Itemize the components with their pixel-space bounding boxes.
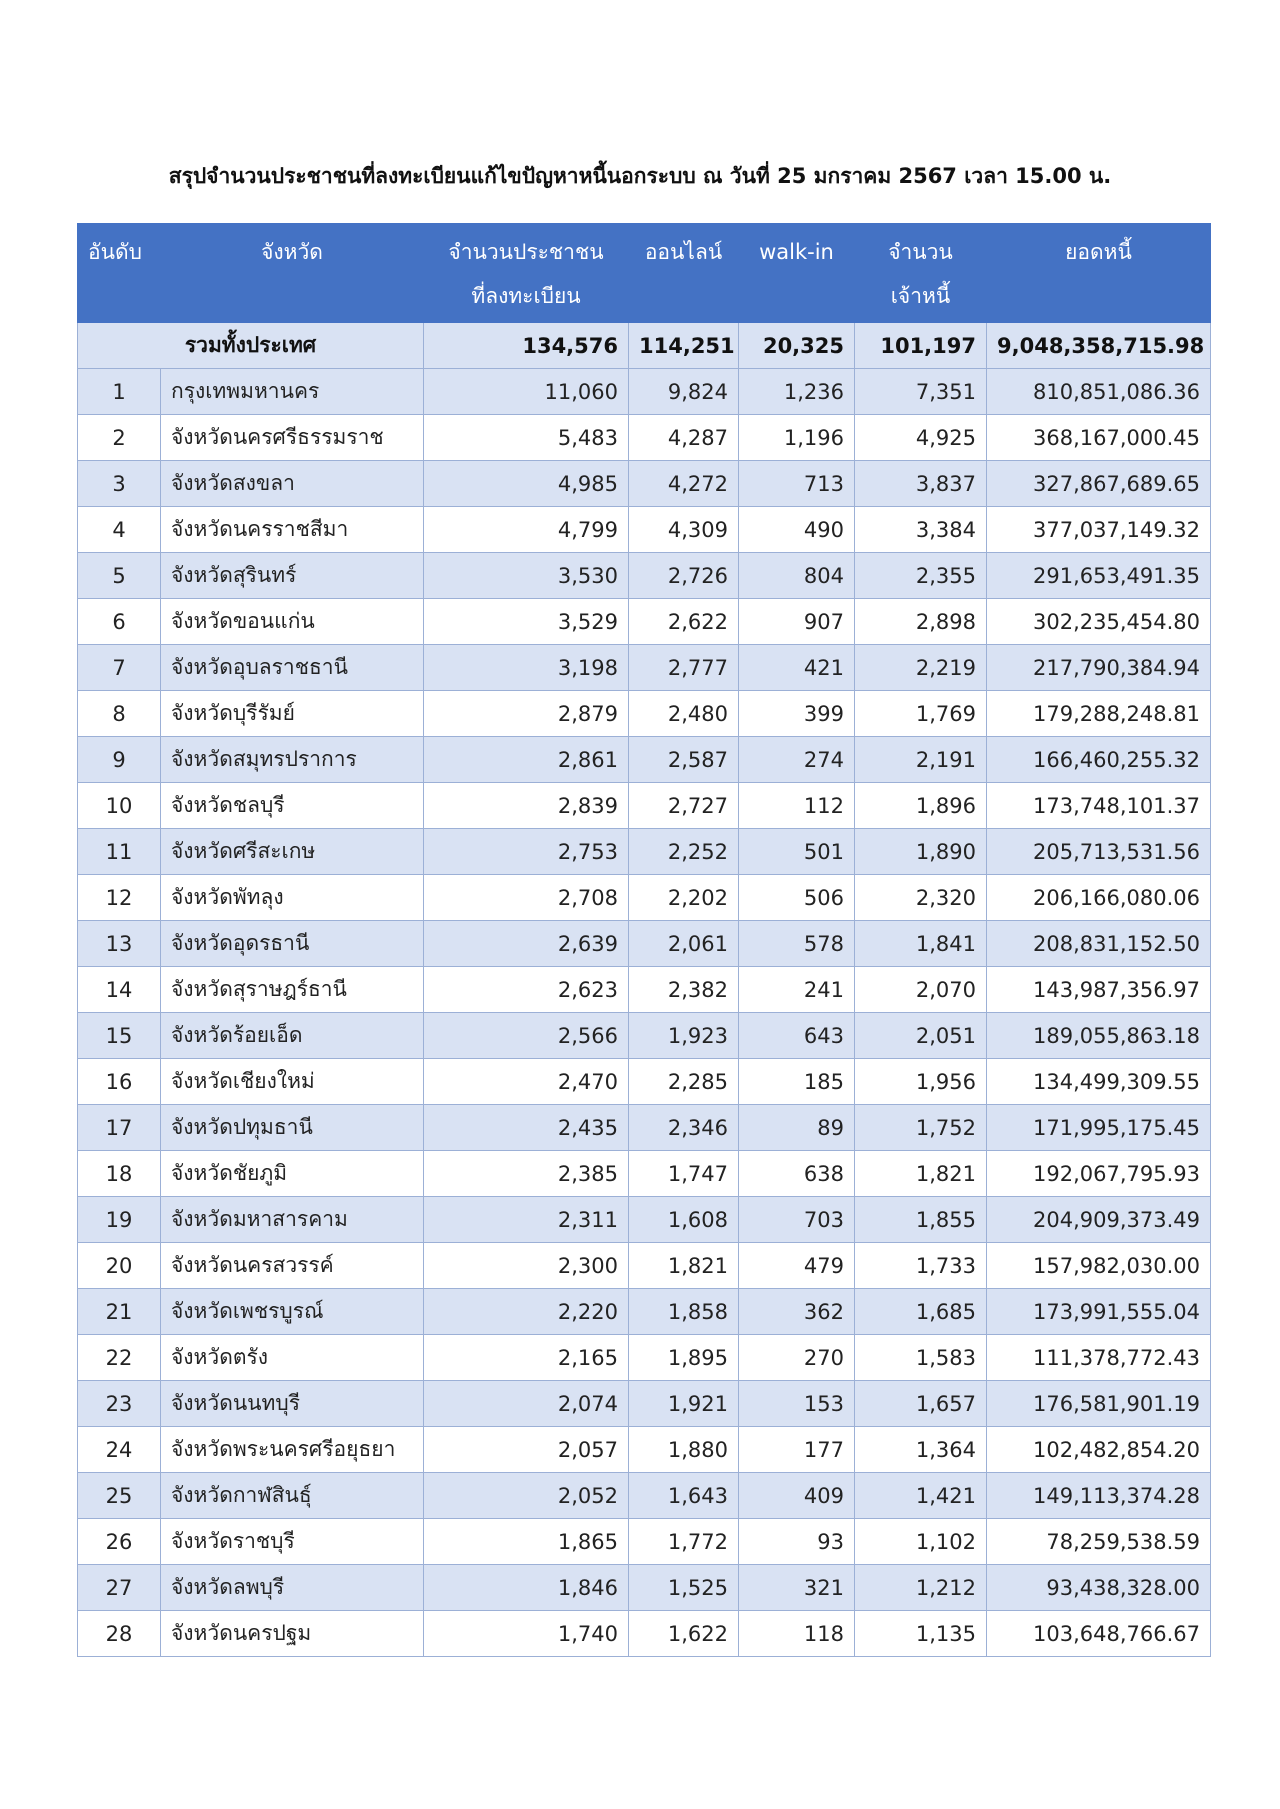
cell-walkin: 270 bbox=[739, 1335, 855, 1381]
table-header bbox=[78, 224, 1211, 323]
cell-walkin: 241 bbox=[739, 967, 855, 1013]
cell-registered: 2,220 bbox=[424, 1289, 629, 1335]
cell-walkin: 274 bbox=[739, 737, 855, 783]
table-row bbox=[78, 1565, 1211, 1611]
cell-province: จังหวัดสมุทรปราการ bbox=[161, 737, 424, 783]
cell-debt: 377,037,149.32 bbox=[987, 507, 1211, 553]
cell-creditors: 1,769 bbox=[855, 691, 987, 737]
table-row bbox=[78, 1243, 1211, 1289]
cell-province: จังหวัดเชียงใหม่ bbox=[161, 1059, 424, 1105]
total-debt: 9,048,358,715.98 bbox=[987, 323, 1211, 369]
header-debt: ยอดหนี้ bbox=[987, 224, 1211, 323]
cell-rank: 24 bbox=[78, 1427, 161, 1473]
cell-walkin: 362 bbox=[739, 1289, 855, 1335]
cell-online: 1,608 bbox=[629, 1197, 739, 1243]
table-row bbox=[78, 461, 1211, 507]
cell-walkin: 907 bbox=[739, 599, 855, 645]
cell-registered: 4,985 bbox=[424, 461, 629, 507]
cell-debt: 102,482,854.20 bbox=[987, 1427, 1211, 1473]
cell-creditors: 1,657 bbox=[855, 1381, 987, 1427]
cell-online: 2,587 bbox=[629, 737, 739, 783]
cell-online: 2,285 bbox=[629, 1059, 739, 1105]
header-online: ออนไลน์ bbox=[629, 224, 739, 323]
cell-online: 2,061 bbox=[629, 921, 739, 967]
cell-debt: 327,867,689.65 bbox=[987, 461, 1211, 507]
cell-online: 2,346 bbox=[629, 1105, 739, 1151]
cell-debt: 192,067,795.93 bbox=[987, 1151, 1211, 1197]
cell-rank: 13 bbox=[78, 921, 161, 967]
cell-province: จังหวัดพระนครศรีอยุธยา bbox=[161, 1427, 424, 1473]
cell-debt: 302,235,454.80 bbox=[987, 599, 1211, 645]
cell-debt: 111,378,772.43 bbox=[987, 1335, 1211, 1381]
cell-creditors: 2,051 bbox=[855, 1013, 987, 1059]
cell-debt: 166,460,255.32 bbox=[987, 737, 1211, 783]
cell-debt: 173,991,555.04 bbox=[987, 1289, 1211, 1335]
header-province: จังหวัด bbox=[161, 224, 424, 323]
cell-online: 1,923 bbox=[629, 1013, 739, 1059]
cell-debt: 208,831,152.50 bbox=[987, 921, 1211, 967]
cell-creditors: 3,837 bbox=[855, 461, 987, 507]
cell-walkin: 93 bbox=[739, 1519, 855, 1565]
cell-creditors: 1,821 bbox=[855, 1151, 987, 1197]
cell-registered: 2,435 bbox=[424, 1105, 629, 1151]
cell-province: จังหวัดมหาสารคาม bbox=[161, 1197, 424, 1243]
cell-province: จังหวัดลพบุรี bbox=[161, 1565, 424, 1611]
cell-walkin: 713 bbox=[739, 461, 855, 507]
table-row bbox=[78, 737, 1211, 783]
total-walkin: 20,325 bbox=[739, 323, 855, 369]
cell-creditors: 1,896 bbox=[855, 783, 987, 829]
cell-online: 1,772 bbox=[629, 1519, 739, 1565]
table-row bbox=[78, 599, 1211, 645]
cell-province: จังหวัดสุราษฎร์ธานี bbox=[161, 967, 424, 1013]
cell-online: 2,727 bbox=[629, 783, 739, 829]
table-row bbox=[78, 1197, 1211, 1243]
cell-walkin: 1,196 bbox=[739, 415, 855, 461]
cell-province: จังหวัดนครราชสีมา bbox=[161, 507, 424, 553]
cell-province: จังหวัดอุดรธานี bbox=[161, 921, 424, 967]
cell-online: 4,272 bbox=[629, 461, 739, 507]
cell-creditors: 2,320 bbox=[855, 875, 987, 921]
cell-registered: 3,198 bbox=[424, 645, 629, 691]
cell-rank: 25 bbox=[78, 1473, 161, 1519]
header-registered: จำนวนประชาชน ที่ลงทะเบียน bbox=[424, 224, 629, 323]
cell-province: จังหวัดตรัง bbox=[161, 1335, 424, 1381]
cell-registered: 3,530 bbox=[424, 553, 629, 599]
cell-online: 2,382 bbox=[629, 967, 739, 1013]
table-row bbox=[78, 645, 1211, 691]
cell-debt: 179,288,248.81 bbox=[987, 691, 1211, 737]
cell-walkin: 177 bbox=[739, 1427, 855, 1473]
cell-creditors: 1,685 bbox=[855, 1289, 987, 1335]
cell-rank: 16 bbox=[78, 1059, 161, 1105]
cell-debt: 78,259,538.59 bbox=[987, 1519, 1211, 1565]
cell-debt: 810,851,086.36 bbox=[987, 369, 1211, 415]
cell-online: 2,252 bbox=[629, 829, 739, 875]
cell-registered: 2,165 bbox=[424, 1335, 629, 1381]
cell-creditors: 1,102 bbox=[855, 1519, 987, 1565]
cell-rank: 2 bbox=[78, 415, 161, 461]
cell-registered: 2,879 bbox=[424, 691, 629, 737]
cell-registered: 2,753 bbox=[424, 829, 629, 875]
cell-walkin: 185 bbox=[739, 1059, 855, 1105]
cell-debt: 204,909,373.49 bbox=[987, 1197, 1211, 1243]
cell-debt: 217,790,384.94 bbox=[987, 645, 1211, 691]
total-creditors: 101,197 bbox=[855, 323, 987, 369]
cell-rank: 22 bbox=[78, 1335, 161, 1381]
cell-online: 1,622 bbox=[629, 1611, 739, 1657]
cell-registered: 2,470 bbox=[424, 1059, 629, 1105]
cell-walkin: 409 bbox=[739, 1473, 855, 1519]
cell-debt: 173,748,101.37 bbox=[987, 783, 1211, 829]
cell-rank: 6 bbox=[78, 599, 161, 645]
cell-debt: 157,982,030.00 bbox=[987, 1243, 1211, 1289]
cell-online: 9,824 bbox=[629, 369, 739, 415]
cell-debt: 189,055,863.18 bbox=[987, 1013, 1211, 1059]
cell-rank: 12 bbox=[78, 875, 161, 921]
cell-debt: 149,113,374.28 bbox=[987, 1473, 1211, 1519]
cell-registered: 2,566 bbox=[424, 1013, 629, 1059]
cell-registered: 2,057 bbox=[424, 1427, 629, 1473]
cell-creditors: 2,070 bbox=[855, 967, 987, 1013]
cell-walkin: 638 bbox=[739, 1151, 855, 1197]
header-creditors: จำนวน เจ้าหนี้ bbox=[855, 224, 987, 323]
table-row bbox=[78, 553, 1211, 599]
cell-walkin: 118 bbox=[739, 1611, 855, 1657]
cell-online: 4,287 bbox=[629, 415, 739, 461]
cell-registered: 2,074 bbox=[424, 1381, 629, 1427]
cell-registered: 2,861 bbox=[424, 737, 629, 783]
cell-creditors: 1,841 bbox=[855, 921, 987, 967]
table-row bbox=[78, 1381, 1211, 1427]
header-walkin: walk-in bbox=[739, 224, 855, 323]
table-row bbox=[78, 1013, 1211, 1059]
cell-rank: 10 bbox=[78, 783, 161, 829]
total-row bbox=[78, 323, 1211, 369]
cell-online: 2,480 bbox=[629, 691, 739, 737]
cell-province: จังหวัดนนทบุรี bbox=[161, 1381, 424, 1427]
cell-province: จังหวัดสุรินทร์ bbox=[161, 553, 424, 599]
cell-province: จังหวัดชลบุรี bbox=[161, 783, 424, 829]
cell-walkin: 490 bbox=[739, 507, 855, 553]
cell-walkin: 703 bbox=[739, 1197, 855, 1243]
cell-walkin: 421 bbox=[739, 645, 855, 691]
cell-online: 1,880 bbox=[629, 1427, 739, 1473]
table-row bbox=[78, 1289, 1211, 1335]
cell-rank: 5 bbox=[78, 553, 161, 599]
table-row bbox=[78, 829, 1211, 875]
cell-online: 1,525 bbox=[629, 1565, 739, 1611]
cell-walkin: 112 bbox=[739, 783, 855, 829]
cell-rank: 18 bbox=[78, 1151, 161, 1197]
cell-creditors: 1,212 bbox=[855, 1565, 987, 1611]
cell-registered: 2,300 bbox=[424, 1243, 629, 1289]
total-online: 114,251 bbox=[629, 323, 739, 369]
table-row bbox=[78, 1059, 1211, 1105]
table-row bbox=[78, 691, 1211, 737]
total-label: รวมทั้งประเทศ bbox=[78, 323, 424, 369]
cell-creditors: 1,583 bbox=[855, 1335, 987, 1381]
cell-debt: 206,166,080.06 bbox=[987, 875, 1211, 921]
cell-debt: 176,581,901.19 bbox=[987, 1381, 1211, 1427]
total-registered: 134,576 bbox=[424, 323, 629, 369]
cell-province: จังหวัดพัทลุง bbox=[161, 875, 424, 921]
cell-creditors: 2,355 bbox=[855, 553, 987, 599]
cell-province: จังหวัดศรีสะเกษ bbox=[161, 829, 424, 875]
cell-province: จังหวัดขอนแก่น bbox=[161, 599, 424, 645]
table-row bbox=[78, 1611, 1211, 1657]
cell-registered: 2,623 bbox=[424, 967, 629, 1013]
cell-province: จังหวัดอุบลราชธานี bbox=[161, 645, 424, 691]
table-row bbox=[78, 875, 1211, 921]
cell-walkin: 479 bbox=[739, 1243, 855, 1289]
cell-creditors: 3,384 bbox=[855, 507, 987, 553]
cell-registered: 2,708 bbox=[424, 875, 629, 921]
cell-registered: 11,060 bbox=[424, 369, 629, 415]
cell-province: จังหวัดบุรีรัมย์ bbox=[161, 691, 424, 737]
cell-online: 1,858 bbox=[629, 1289, 739, 1335]
cell-rank: 1 bbox=[78, 369, 161, 415]
cell-rank: 23 bbox=[78, 1381, 161, 1427]
table-row bbox=[78, 1427, 1211, 1473]
table-row bbox=[78, 783, 1211, 829]
cell-rank: 27 bbox=[78, 1565, 161, 1611]
cell-walkin: 321 bbox=[739, 1565, 855, 1611]
table-row bbox=[78, 1473, 1211, 1519]
cell-creditors: 2,898 bbox=[855, 599, 987, 645]
cell-creditors: 1,364 bbox=[855, 1427, 987, 1473]
cell-creditors: 1,752 bbox=[855, 1105, 987, 1151]
cell-online: 2,777 bbox=[629, 645, 739, 691]
cell-registered: 2,311 bbox=[424, 1197, 629, 1243]
cell-walkin: 153 bbox=[739, 1381, 855, 1427]
table-row bbox=[78, 921, 1211, 967]
cell-rank: 4 bbox=[78, 507, 161, 553]
cell-rank: 14 bbox=[78, 967, 161, 1013]
cell-online: 4,309 bbox=[629, 507, 739, 553]
cell-rank: 8 bbox=[78, 691, 161, 737]
cell-debt: 368,167,000.45 bbox=[987, 415, 1211, 461]
table-row bbox=[78, 1151, 1211, 1197]
page-title: สรุปจำนวนประชาชนที่ลงทะเบียนแก้ไขปัญหาหนี้นอกระบบ ณ วันที่ 25 มกราคม 2567 เวลา 15.00 น. bbox=[168, 164, 1112, 188]
cell-walkin: 643 bbox=[739, 1013, 855, 1059]
table-row bbox=[78, 369, 1211, 415]
cell-province: จังหวัดราชบุรี bbox=[161, 1519, 424, 1565]
cell-province: จังหวัดปทุมธานี bbox=[161, 1105, 424, 1151]
cell-province: จังหวัดเพชรบูรณ์ bbox=[161, 1289, 424, 1335]
cell-province: จังหวัดนครปฐม bbox=[161, 1611, 424, 1657]
cell-online: 2,202 bbox=[629, 875, 739, 921]
cell-registered: 1,865 bbox=[424, 1519, 629, 1565]
cell-registered: 2,639 bbox=[424, 921, 629, 967]
cell-online: 1,921 bbox=[629, 1381, 739, 1427]
cell-walkin: 1,236 bbox=[739, 369, 855, 415]
table-row bbox=[78, 1519, 1211, 1565]
cell-walkin: 804 bbox=[739, 553, 855, 599]
cell-province: จังหวัดร้อยเอ็ด bbox=[161, 1013, 424, 1059]
cell-rank: 17 bbox=[78, 1105, 161, 1151]
cell-debt: 143,987,356.97 bbox=[987, 967, 1211, 1013]
cell-province: จังหวัดนครสวรรค์ bbox=[161, 1243, 424, 1289]
table-row bbox=[78, 1105, 1211, 1151]
cell-online: 2,622 bbox=[629, 599, 739, 645]
cell-registered: 5,483 bbox=[424, 415, 629, 461]
cell-creditors: 2,219 bbox=[855, 645, 987, 691]
cell-online: 1,747 bbox=[629, 1151, 739, 1197]
cell-rank: 15 bbox=[78, 1013, 161, 1059]
cell-walkin: 578 bbox=[739, 921, 855, 967]
cell-debt: 291,653,491.35 bbox=[987, 553, 1211, 599]
cell-rank: 21 bbox=[78, 1289, 161, 1335]
cell-debt: 93,438,328.00 bbox=[987, 1565, 1211, 1611]
cell-creditors: 1,421 bbox=[855, 1473, 987, 1519]
cell-rank: 28 bbox=[78, 1611, 161, 1657]
registration-table bbox=[77, 223, 1211, 1657]
cell-rank: 7 bbox=[78, 645, 161, 691]
cell-creditors: 4,925 bbox=[855, 415, 987, 461]
cell-province: จังหวัดกาฬสินธุ์ bbox=[161, 1473, 424, 1519]
cell-debt: 103,648,766.67 bbox=[987, 1611, 1211, 1657]
table-row bbox=[78, 507, 1211, 553]
cell-rank: 3 bbox=[78, 461, 161, 507]
cell-online: 2,726 bbox=[629, 553, 739, 599]
header-rank: อันดับ bbox=[78, 224, 161, 323]
cell-creditors: 1,855 bbox=[855, 1197, 987, 1243]
cell-online: 1,643 bbox=[629, 1473, 739, 1519]
cell-rank: 26 bbox=[78, 1519, 161, 1565]
cell-registered: 1,846 bbox=[424, 1565, 629, 1611]
table-row bbox=[78, 967, 1211, 1013]
cell-creditors: 1,890 bbox=[855, 829, 987, 875]
cell-creditors: 1,733 bbox=[855, 1243, 987, 1289]
cell-walkin: 501 bbox=[739, 829, 855, 875]
cell-province: จังหวัดชัยภูมิ bbox=[161, 1151, 424, 1197]
cell-registered: 2,385 bbox=[424, 1151, 629, 1197]
cell-walkin: 89 bbox=[739, 1105, 855, 1151]
cell-online: 1,821 bbox=[629, 1243, 739, 1289]
cell-registered: 2,052 bbox=[424, 1473, 629, 1519]
cell-debt: 134,499,309.55 bbox=[987, 1059, 1211, 1105]
cell-creditors: 1,135 bbox=[855, 1611, 987, 1657]
cell-creditors: 2,191 bbox=[855, 737, 987, 783]
cell-registered: 1,740 bbox=[424, 1611, 629, 1657]
cell-rank: 19 bbox=[78, 1197, 161, 1243]
cell-province: จังหวัดสงขลา bbox=[161, 461, 424, 507]
cell-debt: 205,713,531.56 bbox=[987, 829, 1211, 875]
cell-province: จังหวัดนครศรีธรรมราช bbox=[161, 415, 424, 461]
cell-registered: 3,529 bbox=[424, 599, 629, 645]
cell-province: กรุงเทพมหานคร bbox=[161, 369, 424, 415]
cell-creditors: 7,351 bbox=[855, 369, 987, 415]
table-row bbox=[78, 415, 1211, 461]
cell-registered: 2,839 bbox=[424, 783, 629, 829]
table-row bbox=[78, 1335, 1211, 1381]
cell-rank: 9 bbox=[78, 737, 161, 783]
cell-walkin: 506 bbox=[739, 875, 855, 921]
cell-debt: 171,995,175.45 bbox=[987, 1105, 1211, 1151]
cell-registered: 4,799 bbox=[424, 507, 629, 553]
cell-online: 1,895 bbox=[629, 1335, 739, 1381]
cell-creditors: 1,956 bbox=[855, 1059, 987, 1105]
cell-walkin: 399 bbox=[739, 691, 855, 737]
cell-rank: 11 bbox=[78, 829, 161, 875]
cell-rank: 20 bbox=[78, 1243, 161, 1289]
